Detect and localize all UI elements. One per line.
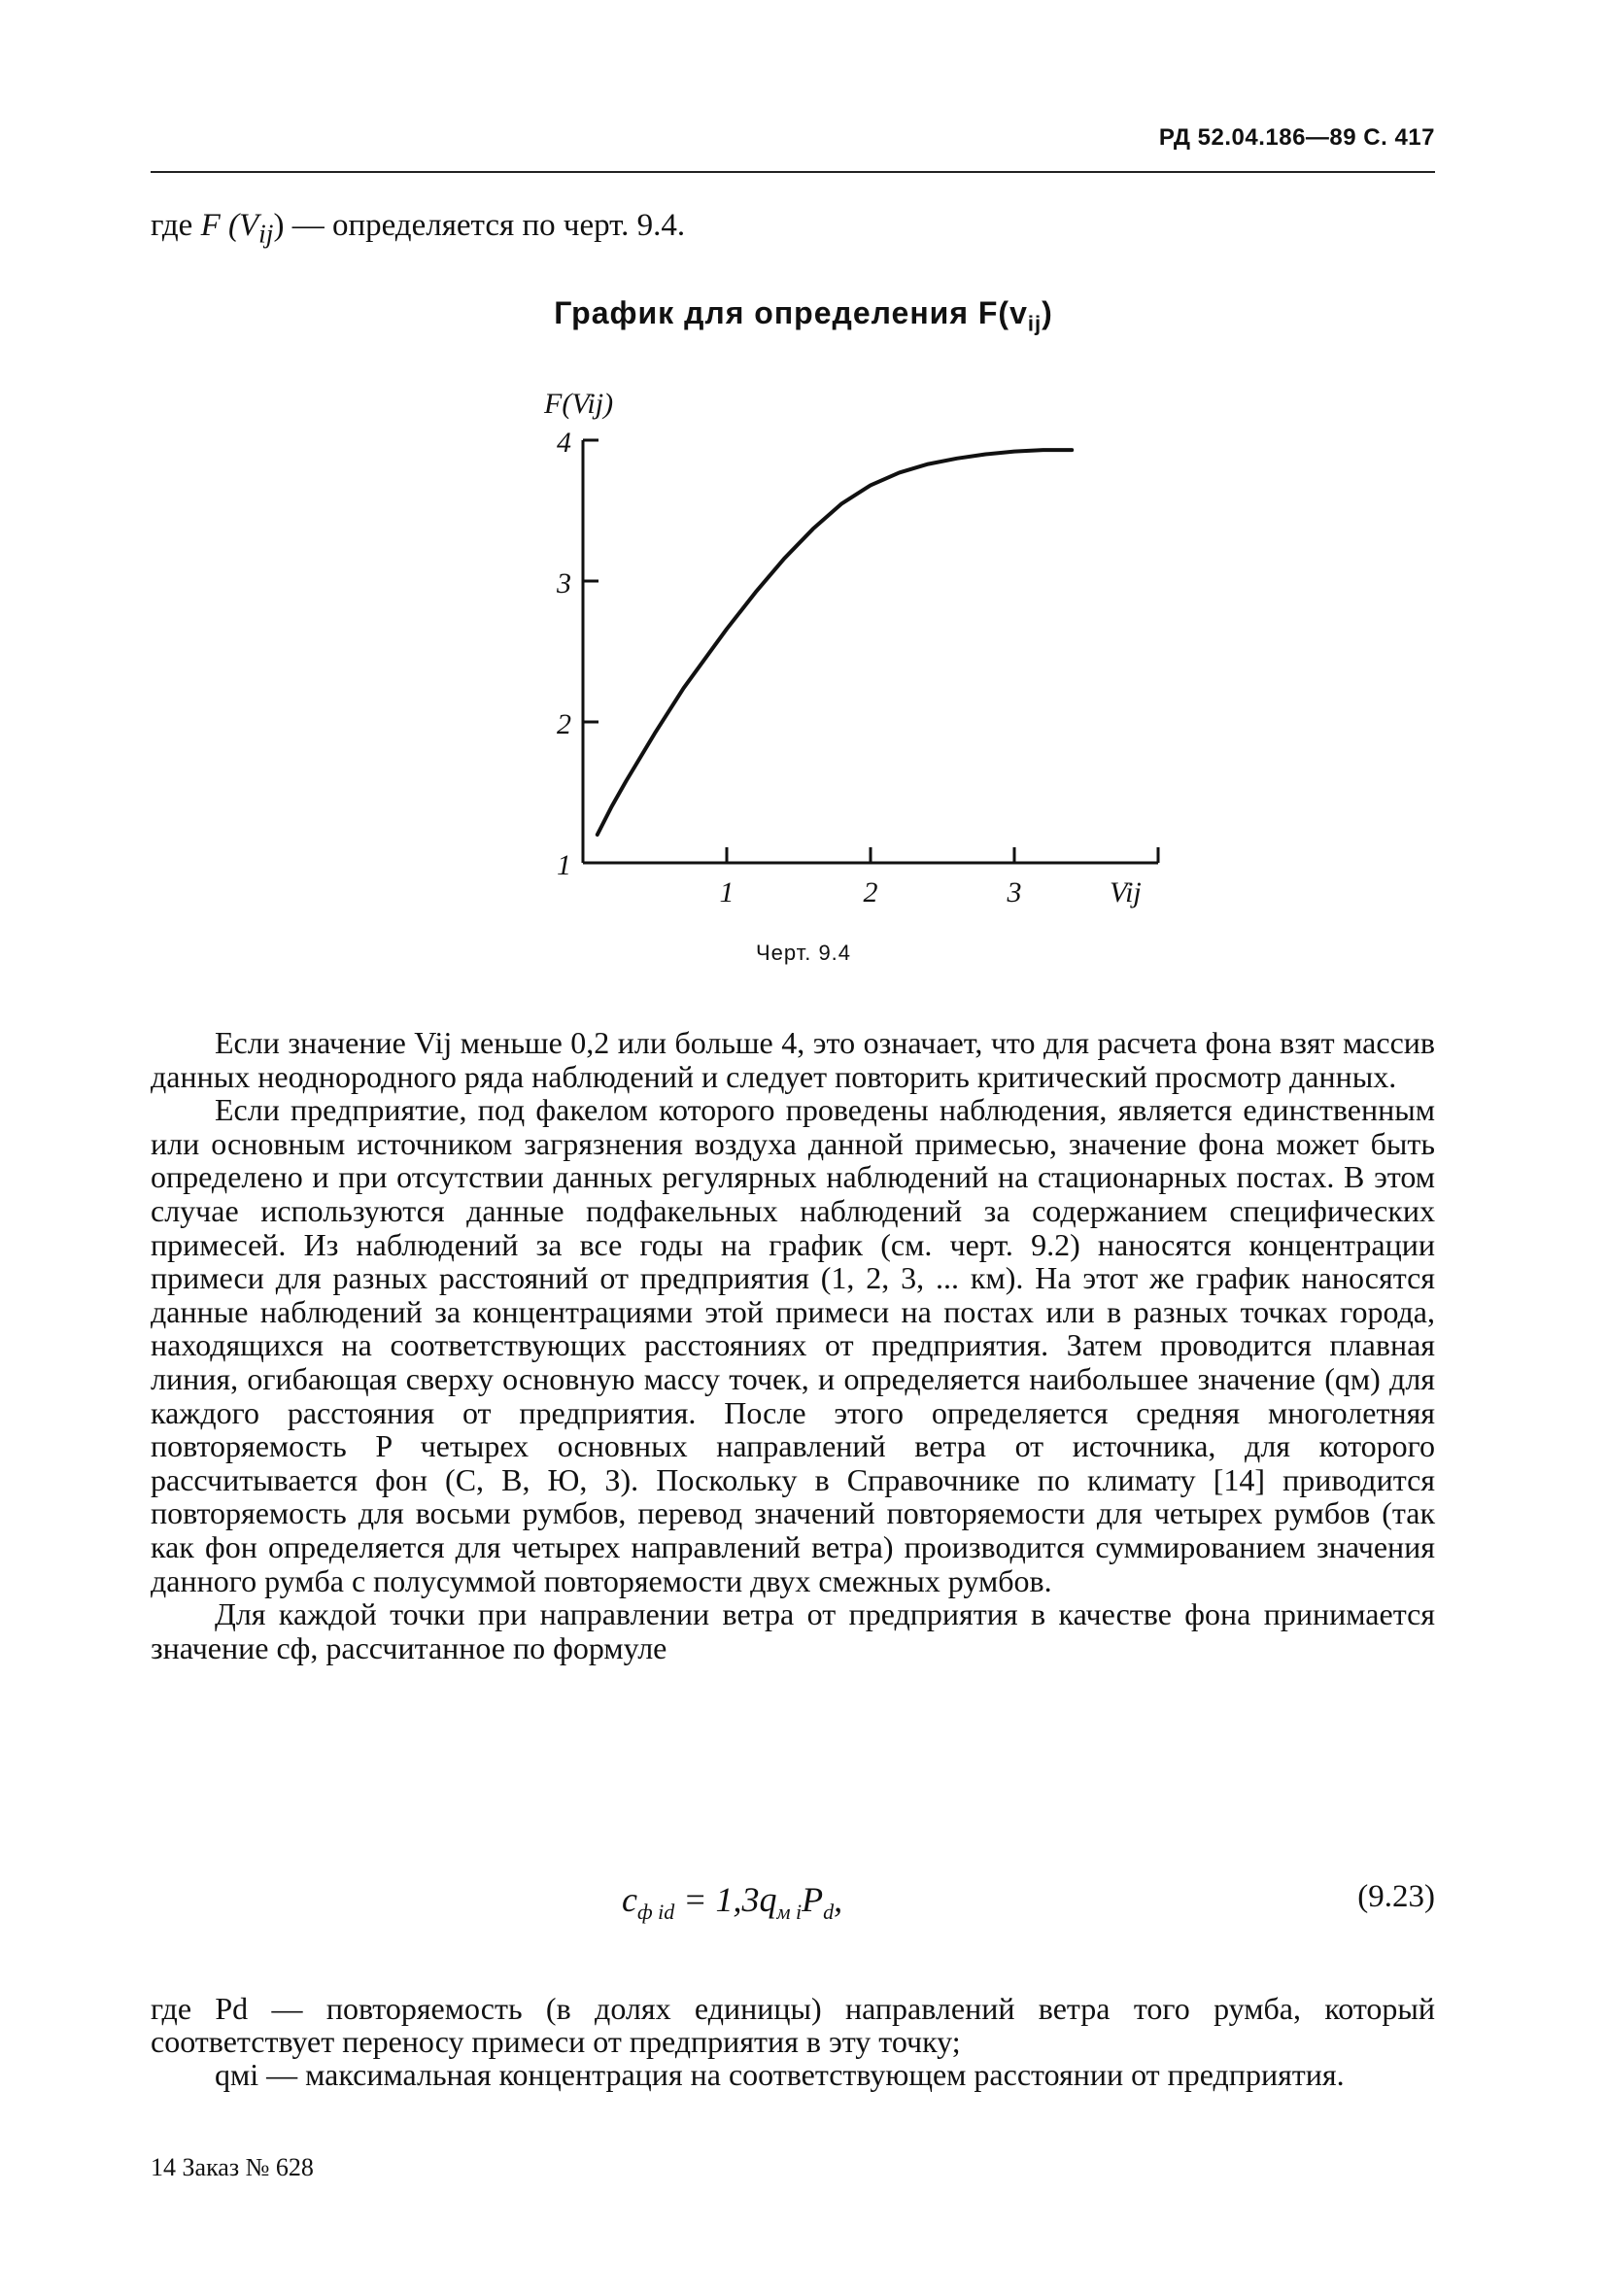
formula-mid-sub: м i: [776, 1900, 803, 1925]
figure-caption: Черт. 9.4: [755, 941, 852, 965]
formula-tail: ,: [834, 1880, 843, 1919]
equation-number: (9.23): [1357, 1879, 1435, 1914]
chart-title-text: График для определения F(v: [554, 295, 1028, 330]
chart-title-sub: ij: [1027, 311, 1043, 336]
paragraph-2: Если предприятие, под факелом которого проведены наблюдения, является единственным или основным источником загрязнения воздуха данной примесью, значение фона может быть определено и при отсутствии данных регулярных наблюдений на стационарных постах. В этом случае используются данные подфакельных наблюдений за содержанием специфических примесей. Из наблюдений за все годы на график (см. черт. 9.2) наносятся концентрации примеси для разных расстояний от предприятия (1, 2, 3, ... км). На этот же график наносятся данные наблюдений за концентрациями этой примеси на постах или в разных точках города, находящихся на соответствующих расстояниях от предприятия. Затем проводится плавная линия, огибающая сверху основную массу точек, и определяется наибольшее значение (qм) для каждого расстояния от предприятия. После этого определяется средняя многолетняя повторяемость P четырех основных направлений ветра от источника, для которого рассчитывается фон (С, В, Ю, З). Поскольку в Справочнике по климату [14] приводится повторяемость для восьми румбов, перевод значений повторяемости для четырех румбов (так как фон определяется для четырех направлений ветра) производится суммированием значения данного румба с полусуммой повторяемости двух смежных румбов.: [151, 1092, 1435, 1598]
definition-2: qмi — максимальная концентрация на соответствующем расстоянии от предприятия.: [215, 2057, 1345, 2092]
intro-text: — определяется по черт. 9.4.: [284, 208, 686, 243]
formula-rhs-sub: d: [823, 1900, 835, 1925]
intro-line: [151, 208, 685, 250]
chart: [525, 384, 1166, 928]
header-rule: [151, 171, 1435, 173]
chart-title-close: ): [1042, 295, 1053, 330]
series-line: [598, 450, 1072, 835]
running-head: РД 52.04.186—89 С. 417: [1158, 124, 1435, 151]
definition-1: где Pd — повторяемость (в долях единицы) направлений ветра того румба, который соответствует переносу примеси от предприятия в эту точку;: [151, 1991, 1435, 2059]
page-footer: 14 Заказ № 628: [151, 2153, 314, 2181]
y-tick-label: 2: [557, 708, 571, 740]
paragraph-3: Для каждой точки при направлении ветра от предприятия в качестве фона принимается значение cф, рассчитанное по формуле: [151, 1596, 1435, 1665]
formula-rhs: P: [802, 1880, 824, 1919]
paragraph-1: Если значение Vij меньше 0,2 или больше 4, это означает, что для расчета фона взят массив данных неоднородного ряда наблюдений и следует повторить критический просмотр данных.: [151, 1025, 1435, 1094]
x-axis-label: Vij: [1110, 876, 1142, 908]
x-tick-label: 1: [719, 876, 735, 908]
x-tick-label: 3: [1007, 876, 1022, 908]
intro-prefix: где: [151, 208, 201, 243]
formula-eq: = 1,3q: [674, 1880, 777, 1919]
formula-lhs-sub: ф id: [636, 1900, 675, 1925]
y-tick-label: 4: [557, 427, 571, 459]
y-tick-label: 3: [557, 567, 571, 600]
intro-symbol: F (V: [200, 208, 259, 243]
formula: [622, 1879, 842, 1925]
intro-symbol-close: ): [273, 208, 285, 243]
y-axis-label: F(Vij): [544, 388, 614, 420]
y-tick-label: 1: [557, 849, 571, 881]
definitions: [151, 1992, 1435, 2091]
x-tick-label: 2: [863, 876, 878, 908]
chart-title: [0, 295, 1607, 336]
intro-symbol-sub: ij: [258, 218, 274, 249]
body-text: [151, 1026, 1435, 1664]
formula-lhs: c: [622, 1880, 637, 1919]
